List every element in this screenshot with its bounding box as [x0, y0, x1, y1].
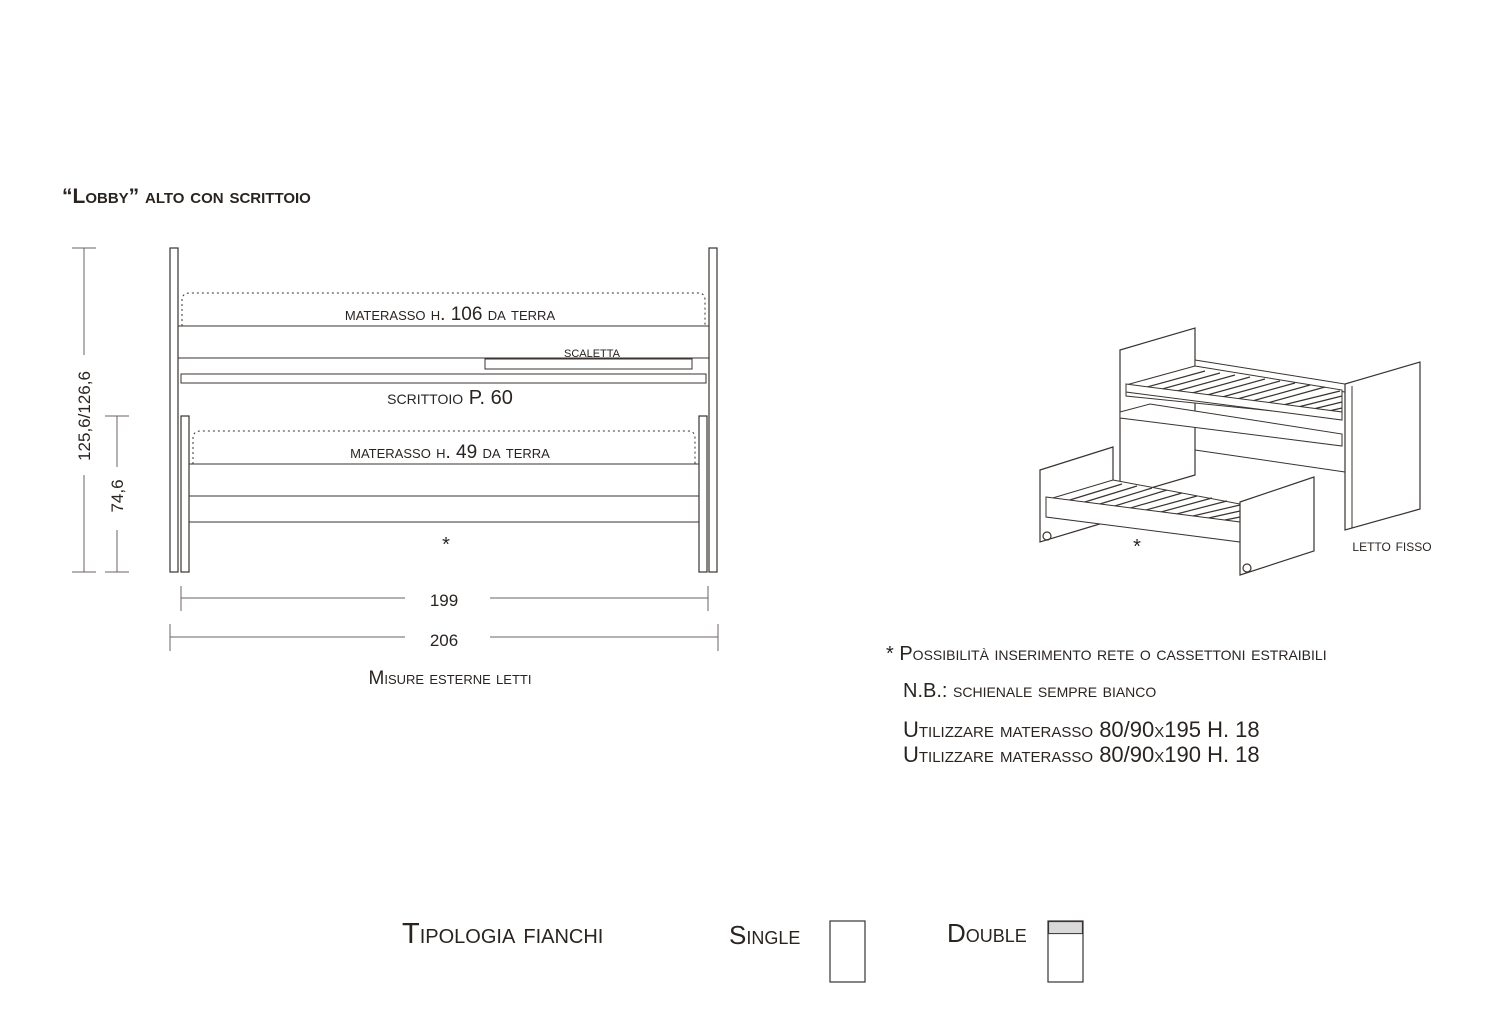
- trundle-right-board: [1240, 477, 1314, 575]
- note-mattress-2: Utilizzare materasso 80/90x190 H. 18: [903, 742, 1260, 767]
- double-label: Double: [947, 918, 1027, 948]
- upper-mattress-label: materasso h. 106 da terra: [344, 304, 556, 325]
- ladder-label: scaletta: [563, 344, 621, 361]
- width-inner-value: 199: [429, 591, 459, 610]
- perspective-asterisk: *: [1133, 536, 1141, 558]
- fixed-bed-headboard: [1345, 362, 1420, 530]
- note-nb: N.B.: schienale sempre bianco: [903, 680, 1157, 702]
- dimensions-caption: Misure esterne letti: [368, 668, 532, 689]
- single-side-swatch: [830, 921, 865, 982]
- single-label: Single: [729, 920, 801, 950]
- perspective-view: [1040, 328, 1432, 575]
- height-total-value: 125,6/126,6: [75, 371, 94, 461]
- front-view: [72, 248, 718, 689]
- right-tall-post: [709, 248, 717, 572]
- notes: [886, 643, 1327, 767]
- note-options: * Possibilità inserimento rete o cassettoni estraibili: [886, 643, 1327, 665]
- left-tall-post: [170, 248, 178, 572]
- page-title: “Lobby” alto con scrittoio: [62, 185, 311, 208]
- front-asterisk: *: [442, 534, 450, 556]
- rear-support: [1195, 450, 1345, 472]
- height-lower-value: 74,6: [108, 479, 127, 513]
- width-outer-value: 206: [429, 631, 459, 650]
- desk-label: scrittoio P. 60: [387, 387, 513, 409]
- fixed-bed-label: letto fisso: [1352, 536, 1432, 555]
- right-short-post: [699, 416, 707, 572]
- side-types: [402, 918, 1083, 982]
- lower-mattress-label: materasso h. 49 da terra: [350, 442, 550, 463]
- note-mattress-1: Utilizzare materasso 80/90x195 H. 18: [903, 717, 1260, 742]
- double-side-band: [1049, 922, 1083, 934]
- side-types-heading: Tipologia fianchi: [402, 918, 604, 950]
- left-short-post: [181, 416, 189, 572]
- desk: [181, 374, 706, 383]
